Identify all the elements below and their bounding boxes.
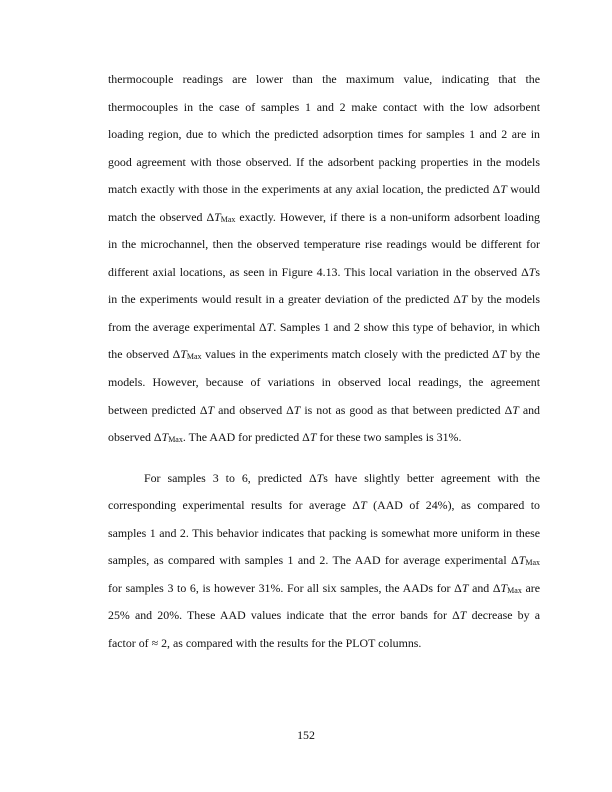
text-line: for samples 3 to 6, is however 31%. For all six samples, the AADs for ΔT and $\Delta T_{Max}$ are bbox=[108, 580, 540, 595]
paragraph bbox=[108, 66, 540, 452]
text-line: in the experiments would result in a greater deviation of the predicted ΔT by the models bbox=[108, 292, 540, 307]
delta-t-symbol: ΔT bbox=[452, 608, 467, 623]
delta-t-symbol: ΔT bbox=[454, 580, 469, 595]
delta-t-symbol: ΔT bbox=[504, 402, 519, 417]
text-line: corresponding experimental results for average ΔT (AAD of 24%), as compared to bbox=[108, 498, 540, 513]
text-line: samples, as compared with samples 1 and 2. The AAD for average experimental $\Delta T_{Max}$ bbox=[108, 553, 540, 568]
text-line: match exactly with those in the experiments at any axial location, the predicted ΔT would bbox=[108, 182, 540, 197]
text-line: 25% and 20%. These AAD values indicate that the error bands for ΔT decrease by a bbox=[108, 608, 541, 623]
text-line: thermocouple readings are lower than the maximum value, indicating that the bbox=[108, 72, 540, 86]
delta-t-symbol: $\Delta T_{Max}$ bbox=[492, 580, 522, 595]
paragraph bbox=[108, 465, 540, 658]
delta-t-symbol: $\Delta T_{Max}$ bbox=[172, 347, 202, 362]
delta-t-symbol: ΔT bbox=[453, 292, 468, 307]
text-line: different axial locations, as seen in Figure 4.13. This local variation in the observed ΔTs bbox=[108, 264, 540, 279]
text-line: loading region, due to which the predicted adsorption times for samples 1 and 2 are in bbox=[108, 127, 540, 142]
delta-t-symbol: $\Delta T_{Max}$ bbox=[511, 553, 540, 568]
delta-t-symbol: ΔT bbox=[302, 430, 317, 445]
delta-t-symbol: ΔT bbox=[492, 347, 507, 362]
text-line: match the observed $\Delta T_{Max}$ exactly. However, if there is a non-uniform adsorbent loading bbox=[108, 209, 541, 224]
text-line: thermocouples in the case of samples 1 and 2 make contact with the low adsorbent bbox=[108, 99, 540, 114]
delta-t-symbol: ΔT bbox=[286, 402, 301, 417]
page-number: 152 bbox=[297, 728, 315, 742]
delta-t-symbol: ΔT bbox=[492, 182, 507, 197]
text-line: models. However, because of variations in observed local readings, the agreement bbox=[108, 375, 540, 390]
delta-t-symbol: ΔT bbox=[521, 264, 536, 279]
text-line: observed $\Delta T_{Max}$. The AAD for predicted ΔT for these two samples is 31%. bbox=[108, 430, 462, 445]
text-line: between predicted ΔT and observed ΔT is not as good as that between predicted ΔT and bbox=[108, 402, 541, 417]
delta-t-symbol: ΔT bbox=[352, 498, 367, 513]
delta-t-symbol: ΔT bbox=[199, 402, 215, 417]
delta-t-symbol: ΔT bbox=[308, 470, 324, 485]
body-text bbox=[108, 66, 540, 657]
delta-t-symbol: $\Delta T_{Max}$ bbox=[206, 209, 236, 224]
delta-t-symbol: ΔT bbox=[258, 319, 274, 334]
text-line: good agreement with those observed. If the adsorbent packing properties in the models bbox=[108, 154, 540, 169]
text-line: samples 1 and 2. This behavior indicates that packing is somewhat more uniform in these bbox=[108, 525, 540, 540]
delta-t-symbol: $\Delta T_{Max}$ bbox=[153, 430, 183, 445]
text-line: For samples 3 to 6, predicted ΔTs have slightly better agreement with the bbox=[144, 470, 540, 485]
text-line: factor of ≈ 2, as compared with the results for the PLOT columns. bbox=[108, 635, 422, 650]
text-line: from the average experimental ΔT. Samples 1 and 2 show this type of behavior, in which bbox=[108, 319, 541, 334]
text-line: in the microchannel, then the observed temperature rise readings would be different for bbox=[108, 237, 540, 252]
text-line: the observed $\Delta T_{Max}$ values in the experiments match closely with the predicted ΔT by the bbox=[108, 347, 540, 362]
